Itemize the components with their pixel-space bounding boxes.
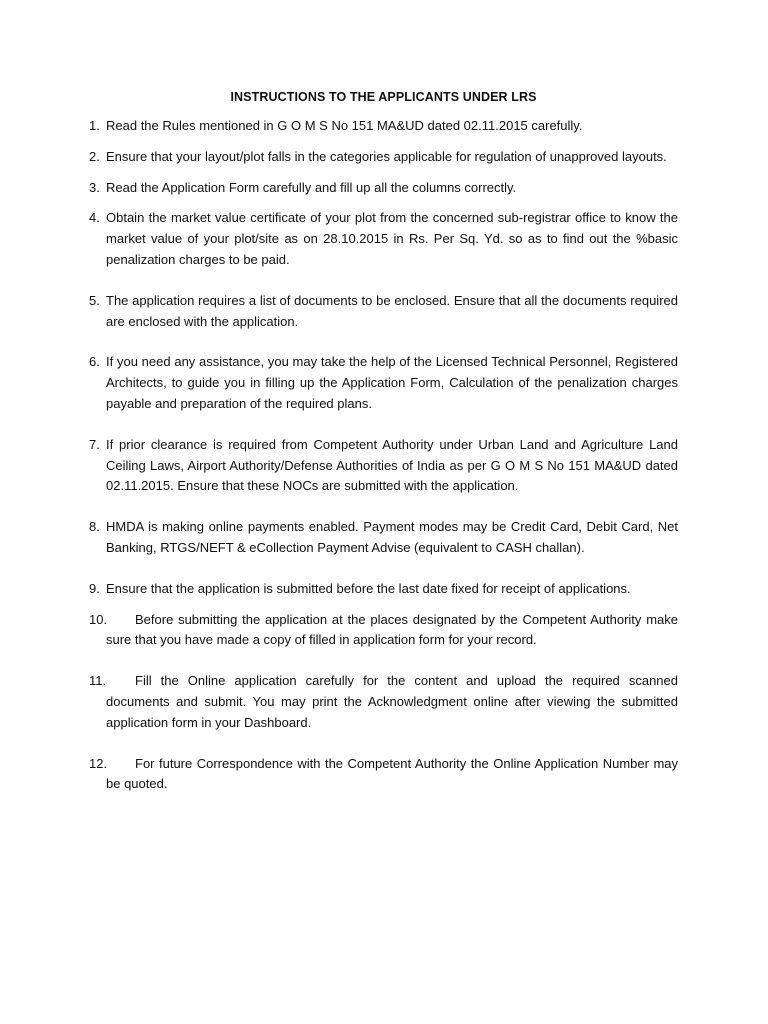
item-number: 11. xyxy=(89,673,107,689)
item-text: The application requires a list of documents to be enclosed. Ensure that all the documents required are enclosed with the application. xyxy=(106,292,678,329)
item-text: For future Correspondence with the Competent Authority the Online Application Number may be quoted. xyxy=(106,755,678,792)
document-body xyxy=(89,88,678,795)
item-number: 6. xyxy=(89,354,100,370)
item-text: Ensure that the application is submitted before the last date fixed for receipt of applications. xyxy=(106,580,631,596)
list-item xyxy=(89,435,678,497)
list-item xyxy=(89,754,678,796)
item-number: 9. xyxy=(89,580,100,596)
list-item xyxy=(89,517,678,559)
item-text: If prior clearance is required from Competent Authority under Urban Land and Agriculture Land Ceiling Laws, Airport Authority/Defense Authorities of India as per G O M S No 151 MA&UD dated 02.11.2015. Ensure that these NOCs are submitted with the application. xyxy=(106,436,678,494)
item-text: Read the Rules mentioned in G O M S No 151 MA&UD dated 02.11.2015 carefully. xyxy=(106,118,583,133)
list-item xyxy=(89,178,678,199)
item-number: 3. xyxy=(89,179,100,195)
document-title: INSTRUCTIONS TO THE APPLICANTS UNDER LRS xyxy=(230,90,537,104)
instruction-list xyxy=(89,116,678,795)
item-text: HMDA is making online payments enabled. Payment modes may be Credit Card, Debit Card, Net Banking, RTGS/NEFT & eCollection Payment Advise (equivalent to CASH challan). xyxy=(106,519,678,555)
item-number: 2. xyxy=(89,148,100,164)
item-text: Read the Application Form carefully and fill up all the columns correctly. xyxy=(106,179,517,195)
list-item xyxy=(89,671,678,733)
list-item xyxy=(89,352,678,414)
item-text: Fill the Online application carefully for the content and upload the required scanned documents and submit. You may print the Acknowledgment online after viewing the submitted application form in your Dashboard. xyxy=(106,673,678,730)
list-item xyxy=(89,610,678,652)
list-item xyxy=(89,291,678,333)
item-number: 1. xyxy=(89,118,100,133)
list-item xyxy=(89,116,678,137)
item-number: 5. xyxy=(89,292,100,308)
item-text: Ensure that your layout/plot falls in the categories applicable for regulation of unapproved layouts. xyxy=(106,148,667,164)
list-item xyxy=(89,147,678,168)
list-item xyxy=(89,208,678,270)
item-number: 8. xyxy=(89,519,100,535)
item-number: 7. xyxy=(89,436,100,452)
item-text: Before submitting the application at the places designated by the Competent Authority make sure that you have made a copy of filled in application form for your record. xyxy=(106,611,678,648)
item-number: 12. xyxy=(89,755,108,771)
item-number: 10. xyxy=(89,611,108,627)
item-text: Obtain the market value certificate of your plot from the concerned sub-registrar office to know the market value of your plot/site as on 28.10.2015 in Rs. Per Sq. Yd. so as to find out the %basic penalization charges to be paid. xyxy=(106,210,678,267)
list-item xyxy=(89,579,678,600)
item-text: If you need any assistance, you may take the help of the Licensed Technical Personnel, Registered Architects, to guide you in filling up the Application Form, Calculation of the penalization charges payable and preparation of the required plans. xyxy=(106,354,678,411)
item-number: 4. xyxy=(89,210,100,226)
